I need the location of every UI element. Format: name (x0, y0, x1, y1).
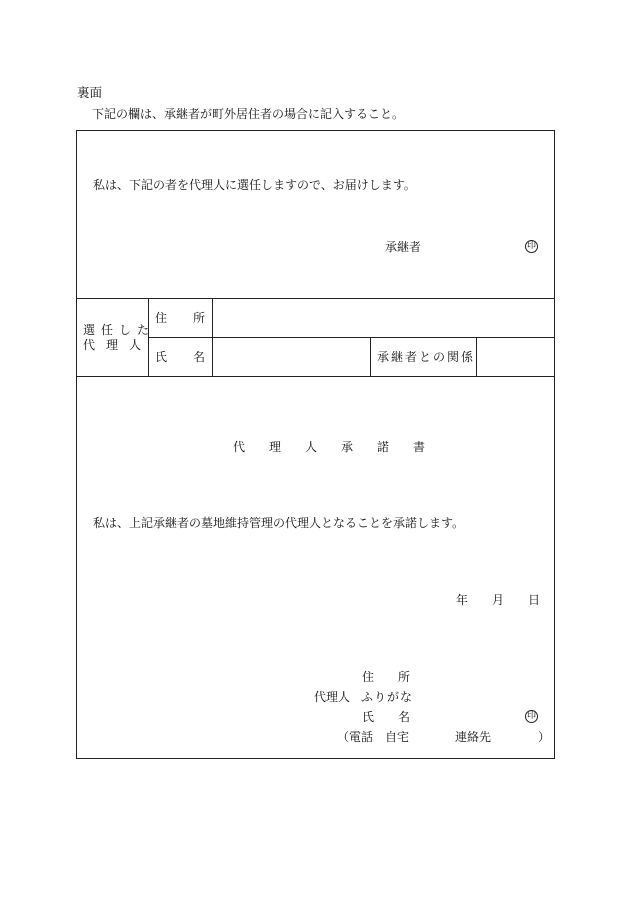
date-month: 月 (492, 593, 505, 607)
delegation-statement: 私は、下記の者を代理人に選任しますので、お届けします。 (93, 178, 416, 192)
row-label-line2: 代理人 (83, 338, 153, 352)
address-field[interactable] (213, 299, 554, 336)
phone-suffix: ） (538, 730, 551, 744)
relation-label: 承継者との関係 (377, 350, 476, 364)
phone-prefix: （電話 (337, 730, 374, 744)
successor-label: 承継者 (385, 240, 422, 254)
address-label: 住所 (155, 311, 232, 325)
divider-line (76, 376, 555, 377)
instruction-text: 下記の欄は、承継者が町外居住者の場合に記入すること。 (92, 107, 405, 121)
date-year: 年 (456, 593, 469, 607)
consent-title: 代理人承諾書 (233, 440, 450, 454)
divider-line (370, 337, 371, 376)
agent-name-label: 氏名 (362, 710, 435, 724)
relation-field[interactable] (477, 338, 554, 375)
agent-label: 代理人 (314, 690, 351, 704)
phone-contact-label: 連絡先 (455, 730, 492, 744)
row-label-line1: 選任した (83, 323, 156, 337)
divider-line (148, 298, 149, 376)
furigana-label: ふりがな (361, 690, 414, 704)
seal-mark: 印 (526, 241, 536, 251)
date-day: 日 (528, 593, 541, 607)
page-heading: 裏面 (77, 85, 103, 100)
consent-statement: 私は、上記承継者の墓地維持管理の代理人となることを承諾します。 (93, 516, 465, 530)
agent-address-label: 住所 (362, 670, 435, 684)
seal-mark: 印 (526, 711, 536, 721)
name-label: 氏名 (155, 350, 232, 364)
phone-home-label: 自宅 (385, 730, 410, 744)
name-field[interactable] (213, 338, 369, 375)
